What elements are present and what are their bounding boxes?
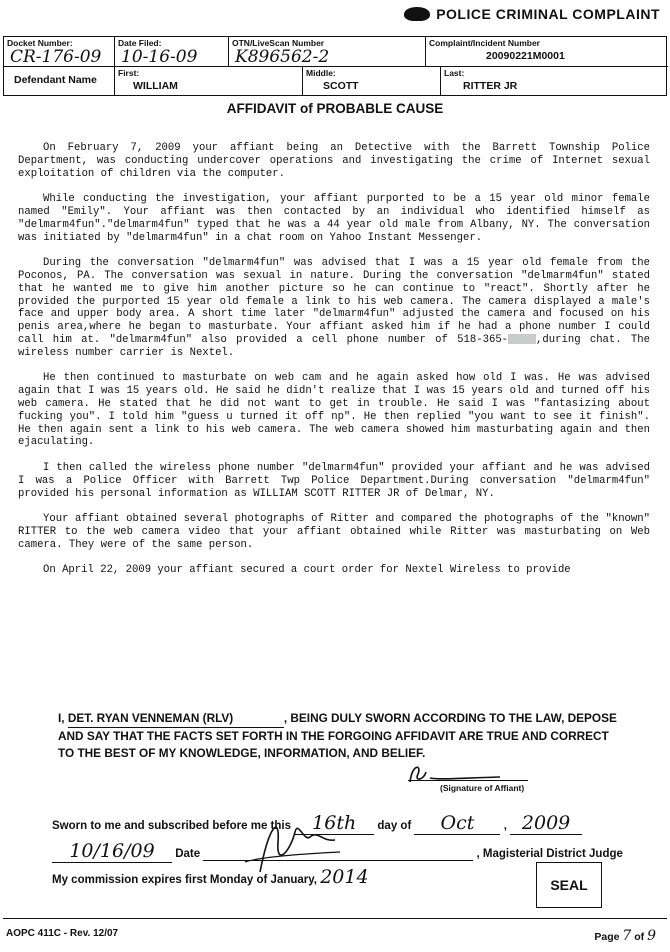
affidavit-title: AFFIDAVIT of PROBABLE CAUSE: [226, 101, 444, 116]
commission-row: My commission expires first Monday of January, 2014: [52, 866, 369, 888]
otn-cell: OTN/LiveScan Number K896562-2: [229, 37, 426, 67]
otn-number: K896562-2: [235, 47, 330, 67]
sworn-day: 16th: [294, 812, 374, 835]
date-filed: 10-16-09: [121, 47, 198, 67]
signature-label: (Signature of Affiant): [440, 783, 525, 793]
last-name: RITTER JR: [463, 80, 518, 92]
form-title: POLICE CRIMINAL COMPLAINT: [436, 6, 660, 22]
sworn-year: 2009: [510, 812, 582, 835]
commonwealth-seal-icon: [404, 7, 430, 21]
case-info-grid: [3, 36, 667, 96]
form-header: [404, 6, 660, 22]
form-id: AOPC 411C - Rev. 12/07: [6, 928, 119, 939]
first-name-cell: First: WILLIAM: [115, 67, 303, 95]
last-name-cell: Last: RITTER JR: [444, 68, 518, 92]
date-filed-cell: Date Filed: 10-16-09: [115, 37, 229, 67]
redaction-block: [508, 334, 536, 344]
affiant-signature-line: [408, 780, 528, 781]
affidavit-paragraph: On April 22, 2009 your affiant secured a court order for Nextel Wireless to provide: [43, 564, 571, 577]
complaint-cell: Complaint/Incident Number 20090221M0001: [426, 37, 668, 67]
complaint-number: 20090221M0001: [486, 50, 565, 62]
date-row: 10/16/09 Date , Magisterial District Judge: [52, 840, 623, 863]
page-number: Page 7 of 9: [594, 928, 656, 944]
docket-number: CR-176-09: [10, 47, 102, 67]
commission-year: 2014: [320, 866, 369, 888]
affidavit-paragraph: I then called the wireless phone number "delmarm4fun" provided your affiant and he was advised I was a Police Officer with Barrett Twp Police Department.During conversation "delmarm4fun" provided his personal information as WILLIAM SCOTT RITTER JR of Delmar, NY.: [18, 461, 650, 500]
affidavit-paragraph: He then continued to masturbate on web cam and he again asked how old I was. He was advised again that I was 15 years old. He said he didn't realize that I was 15 years old and turned off his web camera. He stated that he did not want to get in trouble. He said I was "fantasizing about fucking you". I told him "guess u turned it off np". He then replied "you want to see it finish". He then again sent a link to his web camera. The web camera showed him masturbating again and then ejaculating.: [18, 372, 650, 449]
first-name: WILLIAM: [133, 80, 178, 92]
middle-name: SCOTT: [323, 80, 359, 92]
affidavit-paragraph: On February 7, 2009 your affiant being an Detective with the Barrett Township Police Department, was conducting undercover operations and investigating the crime of Internet sexual exploitation of children via the computer.: [18, 142, 650, 180]
sworn-date: 10/16/09: [52, 840, 172, 863]
affidavit-paragraph: Your affiant obtained several photographs of Ritter and compared the photographs of the "known" RITTER to the web camera video that your affiant obtained while Ritter was masturbating on Web camera. They were of the same person.: [18, 513, 650, 551]
oath-statement: I, DET. RYAN VENNEMAN (RLV) , BEING DULY SWORN ACCORDING TO THE LAW, DEPOSE AND SAY THAT THE FACTS SET FORTH IN THE FORGOING AFFIDAVIT ARE TRUE AND CORRECT TO THE BEST OF MY KNOWLEDGE, INFORMATION, AND BELIEF.: [58, 711, 617, 760]
sworn-row: Sworn to me and subscribed before me this 16th day of Oct , 2009: [52, 812, 582, 835]
affidavit-body: [18, 142, 650, 590]
affiant-name: DET. RYAN VENNEMAN (RLV): [68, 710, 284, 728]
defendant-label-cell: Defendant Name: [4, 67, 115, 95]
middle-name-cell: Middle: SCOTT: [303, 67, 441, 95]
affidavit-paragraph: During the conversation "delmarm4fun" was advised that I was a 15 year old female from the Poconos, PA. The conversation was sexual in nature. During the conversation "delmarm4fun" stated that he wanted me to give him another picture so he can continue to "react". Shortly after he provided the purported 15 year old female a link to his web camera. The camera displayed a male's face and upper body area. A short time later "delmarm4fun" adjusted the camera and focused on his penis area,where he began to masturbate. Your affiant asked him if he had a phone number I could call him at. "delmarm4fun" also provided a cell phone number of 518-365- ,during chat. The wireless number carrier is Nextel.: [18, 257, 650, 359]
footer-rule: [3, 918, 667, 919]
affidavit-paragraph: While conducting the investigation, your affiant purported to be a 15 year old minor female named "Emily". Your affiant was then contacted by an individual who identified himself as "delmarm4fun"."delmarm4fun" typed that he was a 44 year old male from Albany, NY. The conversation was initiated by "delmarm4fun" in a chat room on Yahoo Instant Messenger.: [18, 193, 650, 244]
seal-box: SEAL: [536, 862, 602, 908]
sworn-month: Oct: [414, 812, 500, 835]
docket-cell: Docket Number: CR-176-09: [4, 37, 115, 67]
